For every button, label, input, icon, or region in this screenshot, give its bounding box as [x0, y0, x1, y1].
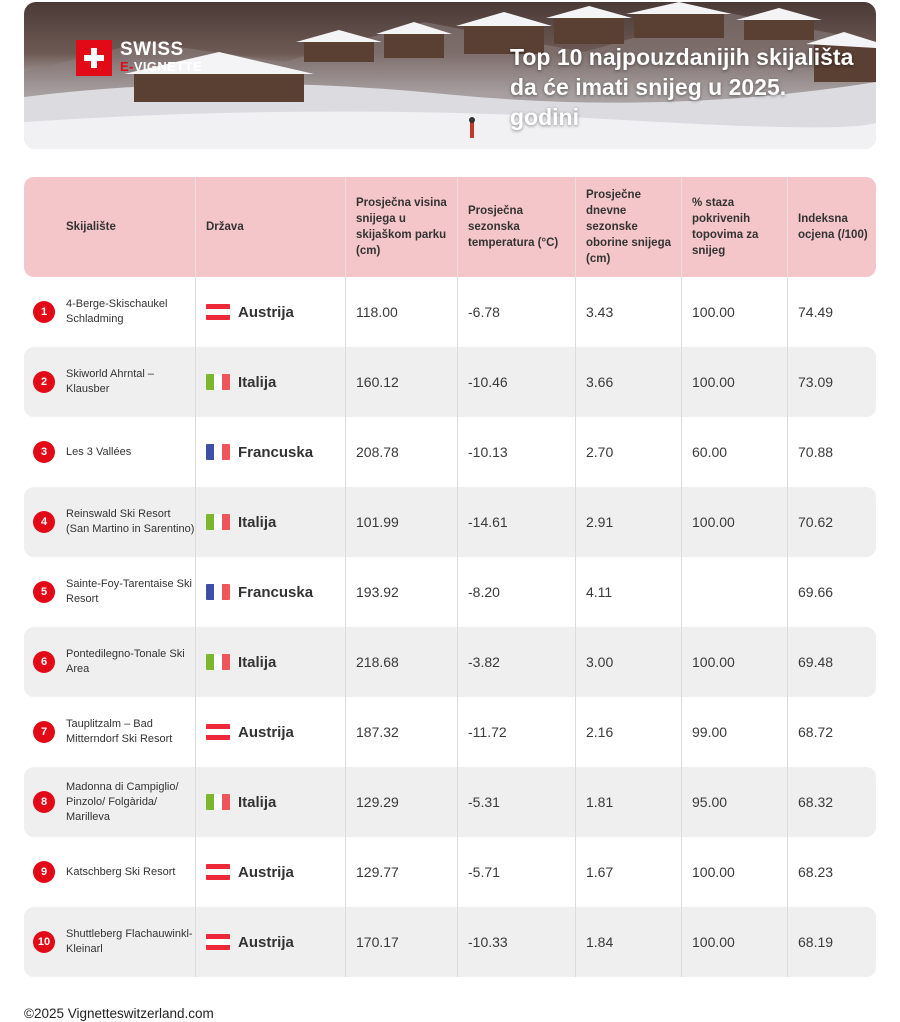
snow-cannons-cell: 100.00	[682, 347, 788, 417]
italy-flag-icon	[206, 514, 230, 530]
index-score-cell: 68.19	[798, 934, 834, 950]
country-cell	[196, 767, 346, 837]
country-name: Austrija	[238, 933, 294, 951]
table-row	[24, 907, 876, 977]
snow-cannons-cell: 100.00	[682, 907, 788, 977]
snowfall-cell: 1.84	[576, 907, 682, 977]
italy-flag-icon	[206, 794, 230, 810]
country-name: Austrija	[238, 303, 294, 321]
table-row	[24, 347, 876, 417]
snowfall-cell: 2.16	[576, 697, 682, 767]
index-score-cell: 70.88	[798, 444, 834, 460]
temperature-cell: -10.13	[458, 417, 576, 487]
index-score-cell: 68.23	[798, 864, 834, 880]
table-row	[24, 767, 876, 837]
temperature-cell: -6.78	[458, 277, 576, 347]
country-name: Italija	[238, 373, 277, 391]
resort-cell	[24, 627, 196, 697]
rank-badge: 7	[33, 721, 55, 743]
index-score-cell: 69.66	[798, 584, 834, 600]
header-banner	[24, 2, 876, 149]
country-name: Italija	[238, 513, 277, 531]
country-name: Francuska	[238, 443, 314, 461]
rank-badge: 9	[33, 861, 55, 883]
temperature-cell: -8.20	[458, 557, 576, 627]
snow-cannons-cell	[682, 557, 788, 627]
resort-cell	[24, 697, 196, 767]
country-name: Austrija	[238, 723, 294, 741]
header-country: Država	[196, 177, 346, 277]
country-cell	[196, 487, 346, 557]
resort-name: Madonna di Campiglio/ Pinzolo/ Folgàrida/ Marilleva	[66, 780, 179, 823]
country-cell	[196, 627, 346, 697]
resort-name: Shuttleberg Flachauwinkl- Kleinarl	[66, 928, 193, 955]
snowfall-cell: 2.70	[576, 417, 682, 487]
italy-flag-icon	[206, 654, 230, 670]
resort-cell	[24, 347, 196, 417]
snow-cannons-cell: 100.00	[682, 277, 788, 347]
snow-cannons-cell: 95.00	[682, 767, 788, 837]
snowfall-cell: 4.11	[576, 557, 682, 627]
snowfall-cell: 3.66	[576, 347, 682, 417]
snow-depth-cell: 208.78	[346, 417, 458, 487]
ski-resort-table	[24, 177, 876, 977]
resort-name: Sainte-Foy-Tarentaise Ski Resort	[66, 578, 192, 605]
snow-depth-cell: 118.00	[346, 277, 458, 347]
snow-depth-cell: 129.77	[346, 837, 458, 907]
country-name: Austrija	[238, 863, 294, 881]
resort-cell	[24, 487, 196, 557]
austria-flag-icon	[206, 864, 230, 880]
resort-cell	[24, 557, 196, 627]
table-row	[24, 697, 876, 767]
snow-depth-cell: 218.68	[346, 627, 458, 697]
snow-depth-cell: 129.29	[346, 767, 458, 837]
snow-depth-cell: 187.32	[346, 697, 458, 767]
france-flag-icon	[206, 584, 230, 600]
index-score-cell: 70.62	[798, 514, 834, 530]
resort-name: 4-Berge-Skischaukel Schladming	[66, 298, 168, 325]
table-row	[24, 417, 876, 487]
temperature-cell: -5.71	[458, 837, 576, 907]
resort-cell	[24, 277, 196, 347]
swiss-flag-icon	[76, 40, 112, 76]
table-row	[24, 837, 876, 907]
country-cell	[196, 697, 346, 767]
country-name: Francuska	[238, 583, 314, 601]
header-resort: Skijalište	[24, 177, 196, 277]
austria-flag-icon	[206, 934, 230, 950]
france-flag-icon	[206, 444, 230, 460]
snow-depth-cell: 101.99	[346, 487, 458, 557]
table-row	[24, 627, 876, 697]
snow-depth-cell: 170.17	[346, 907, 458, 977]
header-index-score: Indeksna ocjena (/100)	[798, 213, 868, 241]
header-snow-depth: Prosječna visina snijega u skijaškom parku (cm)	[346, 177, 458, 277]
snow-depth-cell: 193.92	[346, 557, 458, 627]
snowfall-cell: 2.91	[576, 487, 682, 557]
rank-badge: 8	[33, 791, 55, 813]
index-score-cell: 73.09	[798, 374, 834, 390]
resort-name: Katschberg Ski Resort	[66, 865, 176, 878]
country-name: Italija	[238, 653, 277, 671]
resort-name: Pontedilegno-Tonale Ski Area	[66, 648, 185, 675]
logo-line2: E-VIGNETTE	[120, 59, 203, 74]
temperature-cell: -14.61	[458, 487, 576, 557]
table-body	[24, 277, 876, 977]
rank-badge: 5	[33, 581, 55, 603]
snow-cannons-cell: 100.00	[682, 487, 788, 557]
snow-cannons-cell: 60.00	[682, 417, 788, 487]
resort-name: Skiworld Ahrntal – Klausber	[66, 368, 155, 395]
austria-flag-icon	[206, 724, 230, 740]
resort-cell	[24, 417, 196, 487]
temperature-cell: -10.33	[458, 907, 576, 977]
italy-flag-icon	[206, 374, 230, 390]
table-row	[24, 277, 876, 347]
rank-badge: 3	[33, 441, 55, 463]
header-temperature: Prosječna sezonska temperatura (°C)	[458, 177, 576, 277]
index-score-cell: 68.72	[798, 724, 834, 740]
temperature-cell: -10.46	[458, 347, 576, 417]
snowfall-cell: 1.67	[576, 837, 682, 907]
snowfall-cell: 3.00	[576, 627, 682, 697]
table-row	[24, 557, 876, 627]
resort-name: Reinswald Ski Resort (San Martino in Sarentino)	[66, 508, 195, 535]
austria-flag-icon	[206, 304, 230, 320]
country-name: Italija	[238, 793, 277, 811]
index-score-cell: 69.48	[798, 654, 834, 670]
resort-cell	[24, 907, 196, 977]
country-cell	[196, 417, 346, 487]
temperature-cell: -5.31	[458, 767, 576, 837]
swiss-e-vignette-logo	[76, 40, 202, 76]
country-cell	[196, 837, 346, 907]
country-cell	[196, 347, 346, 417]
snow-cannons-cell: 100.00	[682, 627, 788, 697]
logo-line1: SWISS	[120, 39, 184, 60]
snow-cannons-cell: 100.00	[682, 837, 788, 907]
resort-name: Tauplitzalm – Bad Mitterndorf Ski Resort	[66, 718, 173, 745]
country-cell	[196, 277, 346, 347]
resort-cell	[24, 767, 196, 837]
country-cell	[196, 907, 346, 977]
temperature-cell: -3.82	[458, 627, 576, 697]
index-score-cell: 74.49	[798, 304, 834, 320]
header-snow-cannons: % staza pokrivenih topovima za snijeg	[682, 177, 788, 277]
rank-badge: 1	[33, 301, 55, 323]
snowfall-cell: 3.43	[576, 277, 682, 347]
resort-name: Les 3 Vallées	[66, 445, 132, 458]
table-header-row	[24, 177, 876, 277]
rank-badge: 10	[33, 931, 55, 953]
index-score-cell: 68.32	[798, 794, 834, 810]
table-row	[24, 487, 876, 557]
rank-badge: 6	[33, 651, 55, 673]
country-cell	[196, 557, 346, 627]
snow-cannons-cell: 99.00	[682, 697, 788, 767]
temperature-cell: -11.72	[458, 697, 576, 767]
rank-badge: 2	[33, 371, 55, 393]
snowfall-cell: 1.81	[576, 767, 682, 837]
copyright-footer: ©2025 Vignetteswitzerland.com	[24, 1006, 214, 1021]
page-title: Top 10 najpouzdanijih skijališta da će imati snijeg u 2025. godini	[510, 44, 854, 130]
resort-cell	[24, 837, 196, 907]
header-snowfall: Prosječne dnevne sezonske oborine snijega (cm)	[576, 177, 682, 277]
snow-depth-cell: 160.12	[346, 347, 458, 417]
rank-badge: 4	[33, 511, 55, 533]
